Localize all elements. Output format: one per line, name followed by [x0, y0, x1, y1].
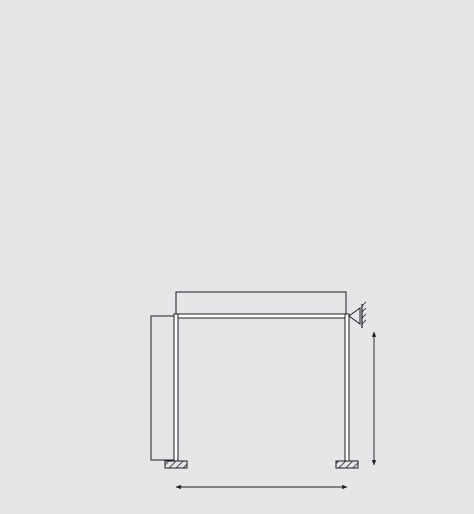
- left-udl: [151, 316, 174, 460]
- frame-members: [174, 314, 349, 461]
- top-udl: [176, 292, 346, 314]
- lateral-restraint-c: [349, 302, 366, 328]
- column-ab: [174, 314, 178, 461]
- fixed-support-a: [165, 461, 187, 468]
- fixed-support-d: [336, 461, 358, 468]
- beam-bc: [174, 314, 349, 318]
- column-cd: [345, 314, 349, 461]
